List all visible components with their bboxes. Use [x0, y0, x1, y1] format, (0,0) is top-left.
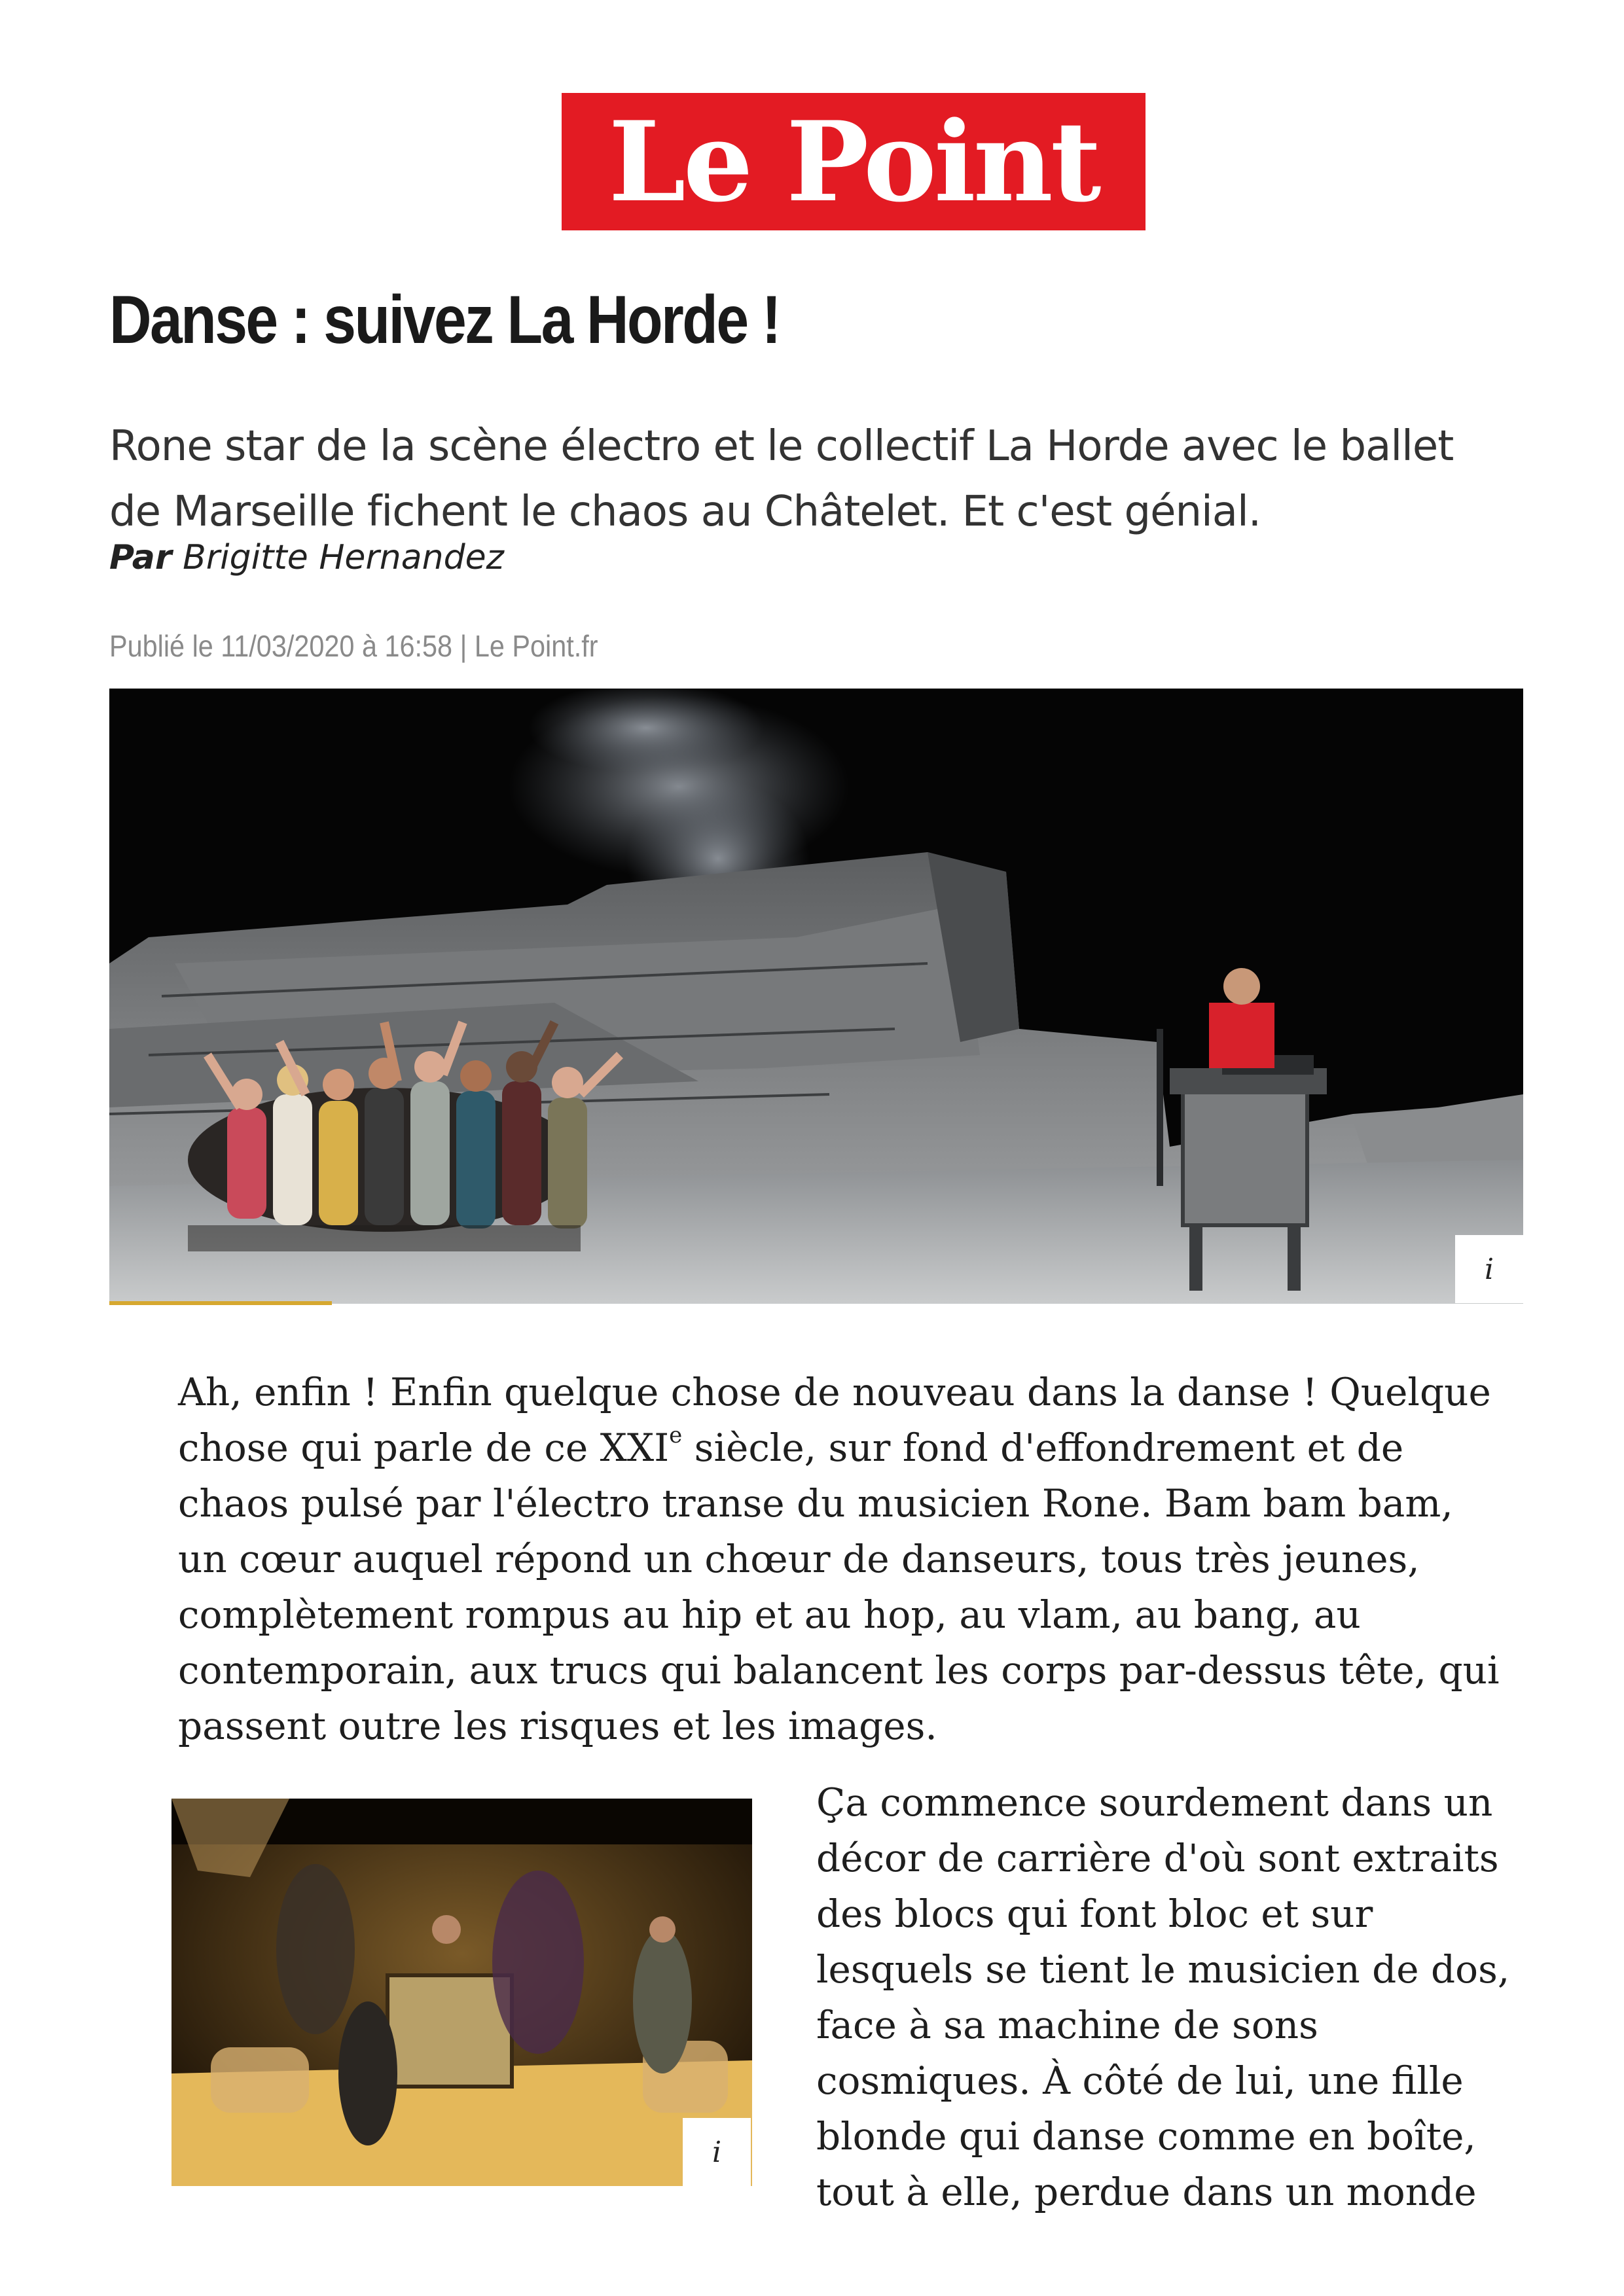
paragraph-1-end: siècle, sur fond d'effondrement et de chaos pulsé par l'électro transe du musicien Rone. Bam bam bam, un cœur auquel répond un chœur de danseurs, tous très jeunes, complètement rompus au hip et au hop, au vlam, au bang, au contemporain, aux trucs qui balancent les corps par-dessus tête, qui passent outre les risques et les images. [178, 1426, 1500, 1748]
byline-prefix: Par [109, 538, 172, 577]
inline-photo-illustration [171, 1799, 752, 2186]
info-icon: i [1484, 1252, 1494, 1286]
author-name[interactable]: Brigitte Hernandez [183, 538, 504, 577]
byline [109, 538, 504, 577]
logo-text: Le Point [608, 97, 1099, 226]
paragraph-1-start: Ah, enfin ! Enfin quelque chose de nouveau dans la danse ! Quelque chose qui parle de ce XXI [178, 1370, 1491, 1470]
info-icon: i [712, 2135, 722, 2169]
hero-accent-bar [109, 1301, 332, 1305]
hero-photo-illustration [109, 689, 1523, 1304]
article-paragraph-2: Ça commence sourdement dans un décor de carrière d'où sont extraits des blocs qui font bloc et sur lesquels se tient le musicien de dos, face à sa machine de sons cosmiques. À côté de lui, une fille blonde qui danse comme en boîte, tout à elle, perdue dans un monde [816, 1780, 1510, 2214]
article-paragraph-1 [178, 1365, 1513, 1754]
le-point-logo[interactable] [562, 93, 1146, 230]
article-dek: Rone star de la scène électro et le collectif La Horde avec le ballet de Marseille fichent le chaos au Châtelet. Et c'est génial. [109, 422, 1454, 536]
inline-photo-info-button[interactable] [683, 2118, 751, 2186]
publication-date: Publié le 11/03/2020 à 16:58 | Le Point.fr [109, 629, 598, 663]
hero-photo [109, 689, 1523, 1304]
hero-photo-info-button[interactable] [1455, 1235, 1523, 1303]
article-title: Danse : suivez La Horde ! [109, 282, 780, 358]
century-superscript: e [669, 1422, 683, 1448]
inline-photo [171, 1799, 752, 2186]
